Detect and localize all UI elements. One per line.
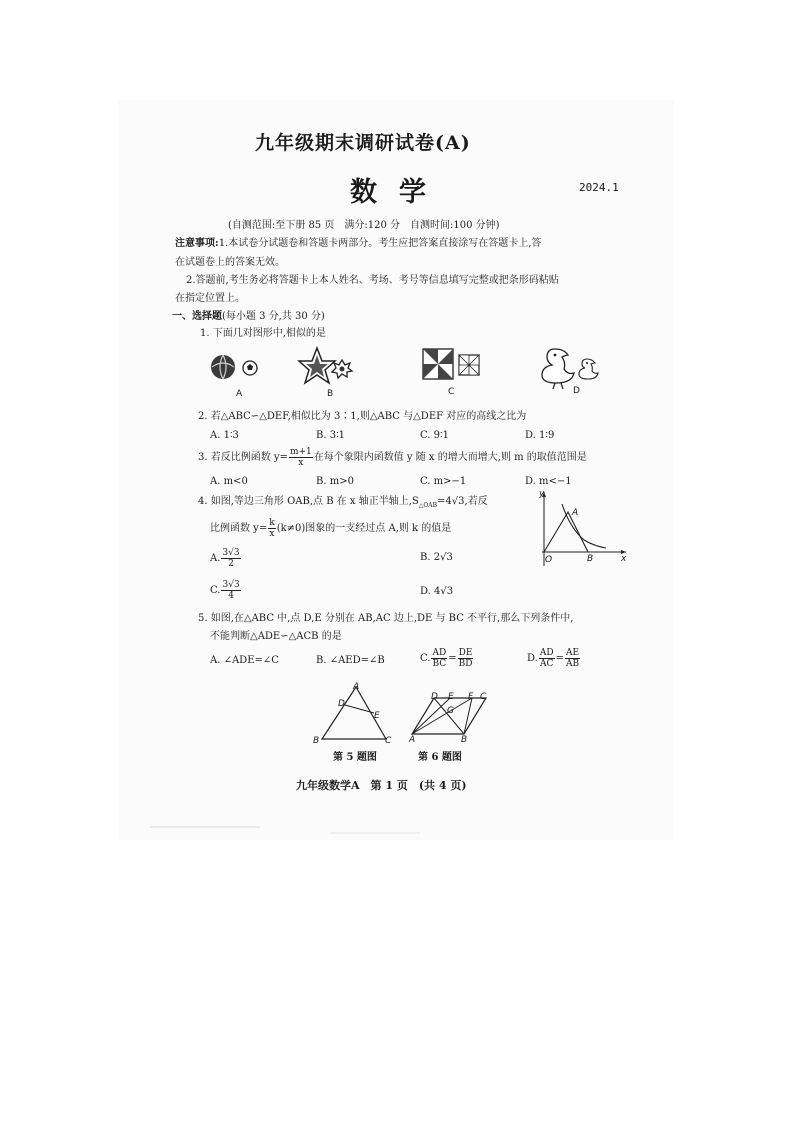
q1-figure-a-balls (211, 355, 257, 379)
notes-label: 注意事项: (175, 238, 219, 249)
q3-option-b: B. m>0 (316, 476, 354, 487)
q2-stem: 2. 若△ABC∽△DEF,相似比为 3∶1,则△ABC 与△DEF 对应的高线之比为 (198, 411, 527, 422)
q4-option-b: B. 2√3 (420, 552, 453, 563)
q5-option-a: A. ∠ADE=∠C (210, 655, 279, 666)
q4-option-c: C. $\frac{3√3}{4}$ (210, 580, 240, 601)
q1-label-b: B (327, 389, 334, 399)
fig6-label-g: G (447, 706, 454, 716)
q1-figures (205, 343, 625, 398)
fig5-label-b: B (313, 736, 320, 746)
fig6-caption: 第 6 题图 (418, 752, 462, 763)
q5-option-d: D. $\frac{AD}{AC}$ = $\frac{AE}{AB}$ (527, 648, 580, 669)
exam-title: 九年级期末调研试卷(A) (255, 132, 471, 154)
q1-figure-b-stars (299, 348, 352, 383)
section-heading: 一、选择题(每小题 3 分,共 30 分) (172, 311, 325, 322)
q4-label-x: x (621, 554, 627, 564)
q1-label-c: C (448, 387, 455, 397)
q2-option-a: A. 1∶3 (210, 430, 239, 441)
exam-paper (118, 100, 674, 840)
q2-option-c: C. 9∶1 (420, 430, 449, 441)
q4-option-d: D. 4√3 (420, 586, 454, 597)
fig5-triangle (312, 683, 392, 747)
q3-option-c: C. m>−1 (420, 476, 467, 487)
notes-line2b: 在指定位置上。 (175, 293, 245, 304)
subject-title: 数学 (350, 177, 448, 208)
q3-option-a: A. m<0 (210, 476, 248, 487)
exam-date: 2024.1 (579, 181, 619, 194)
q4-label-y: y (539, 489, 545, 499)
fig5-label-c: C (385, 736, 392, 746)
q4-label-o: O (545, 555, 553, 565)
notes-line1b: 在试题卷上的答案无效。 (175, 257, 285, 268)
scan-artifact (150, 826, 260, 828)
q1-figure-d-ducks (542, 349, 598, 389)
q2-option-d: D. 1∶9 (525, 430, 555, 441)
q4-label-a: A (572, 508, 579, 518)
fig5-label-d: D (338, 699, 345, 709)
q5-option-b: B. ∠AED=∠B (316, 655, 385, 666)
fig6-label-e: E (448, 692, 454, 702)
fig5-label-e: E (374, 711, 380, 721)
q2-option-b: B. 3∶1 (316, 430, 346, 441)
scan-artifact (330, 832, 420, 834)
q5-stem-line1: 5. 如图,在△ABC 中,点 D,E 分别在 AB,AC 边上,DE 与 BC 不平行,那么下列条件中, (198, 613, 574, 624)
q1-stem: 1. 下面几对图形中,相似的是 (200, 328, 326, 339)
q4-stem-line1: 4. 如图,等边三角形 OAB,点 B 在 x 轴正半轴上$,S_{\triangle OAB}=4√3$,若反 (198, 496, 488, 509)
q5-stem-line2: 不能判断△ADE∽△ACB 的是 (210, 631, 342, 642)
q1-figure-c-pinwheels (423, 349, 479, 379)
q5-option-c: C. $\frac{AD}{BC}$ = $\frac{DE}{BD}$ (420, 648, 473, 669)
fig5-caption: 第 5 题图 (333, 752, 377, 763)
q3-option-d: D. m<−1 (525, 476, 572, 487)
q1-label-a: A (236, 389, 243, 399)
q1-label-d: D (573, 386, 580, 396)
q3-stem: 3. 若反比例函数 y= $\frac{m+1}{x}$ 在每个象限内函数值 y 随 x 的增大而增大,则 m 的取值范围是 (198, 447, 587, 468)
q3-fraction: $\frac{m+1}{x}$ (289, 447, 312, 468)
page-footer: 九年级数学A 第 1 页 (共 4 页) (296, 779, 467, 792)
q4-stem-line2: 比例函数 y= $\frac{k}{x}$ (k≠0)图象的一支经过点 A,则 k 的值是 (210, 518, 452, 539)
q4-fraction: $\frac{k}{x}$ (269, 518, 275, 539)
fig6-label-f: F (468, 692, 474, 702)
notes-line2: 2.答题前,考生务必将答题卡上本人姓名、考场、考号等信息填写完整或把条形码粘贴 (186, 275, 559, 286)
q4-label-b: B (587, 554, 594, 564)
notes-line1: 注意事项:1.本试卷分试题卷和答题卡两部分。考生应把答案直接涂写在答题卡上,答 (175, 238, 542, 249)
fig5-label-a: A (353, 682, 360, 692)
q4-option-a: A. $\frac{3√3}{2}$ (210, 548, 240, 569)
fig6-label-a: A (409, 735, 416, 745)
exam-scope: (自测范围:至下册 85 页 满分:120 分 自测时间:100 分钟) (228, 220, 500, 231)
fig6-label-d: D (431, 692, 438, 702)
fig6-label-c: C (480, 692, 487, 702)
fig6-label-b: B (461, 735, 468, 745)
